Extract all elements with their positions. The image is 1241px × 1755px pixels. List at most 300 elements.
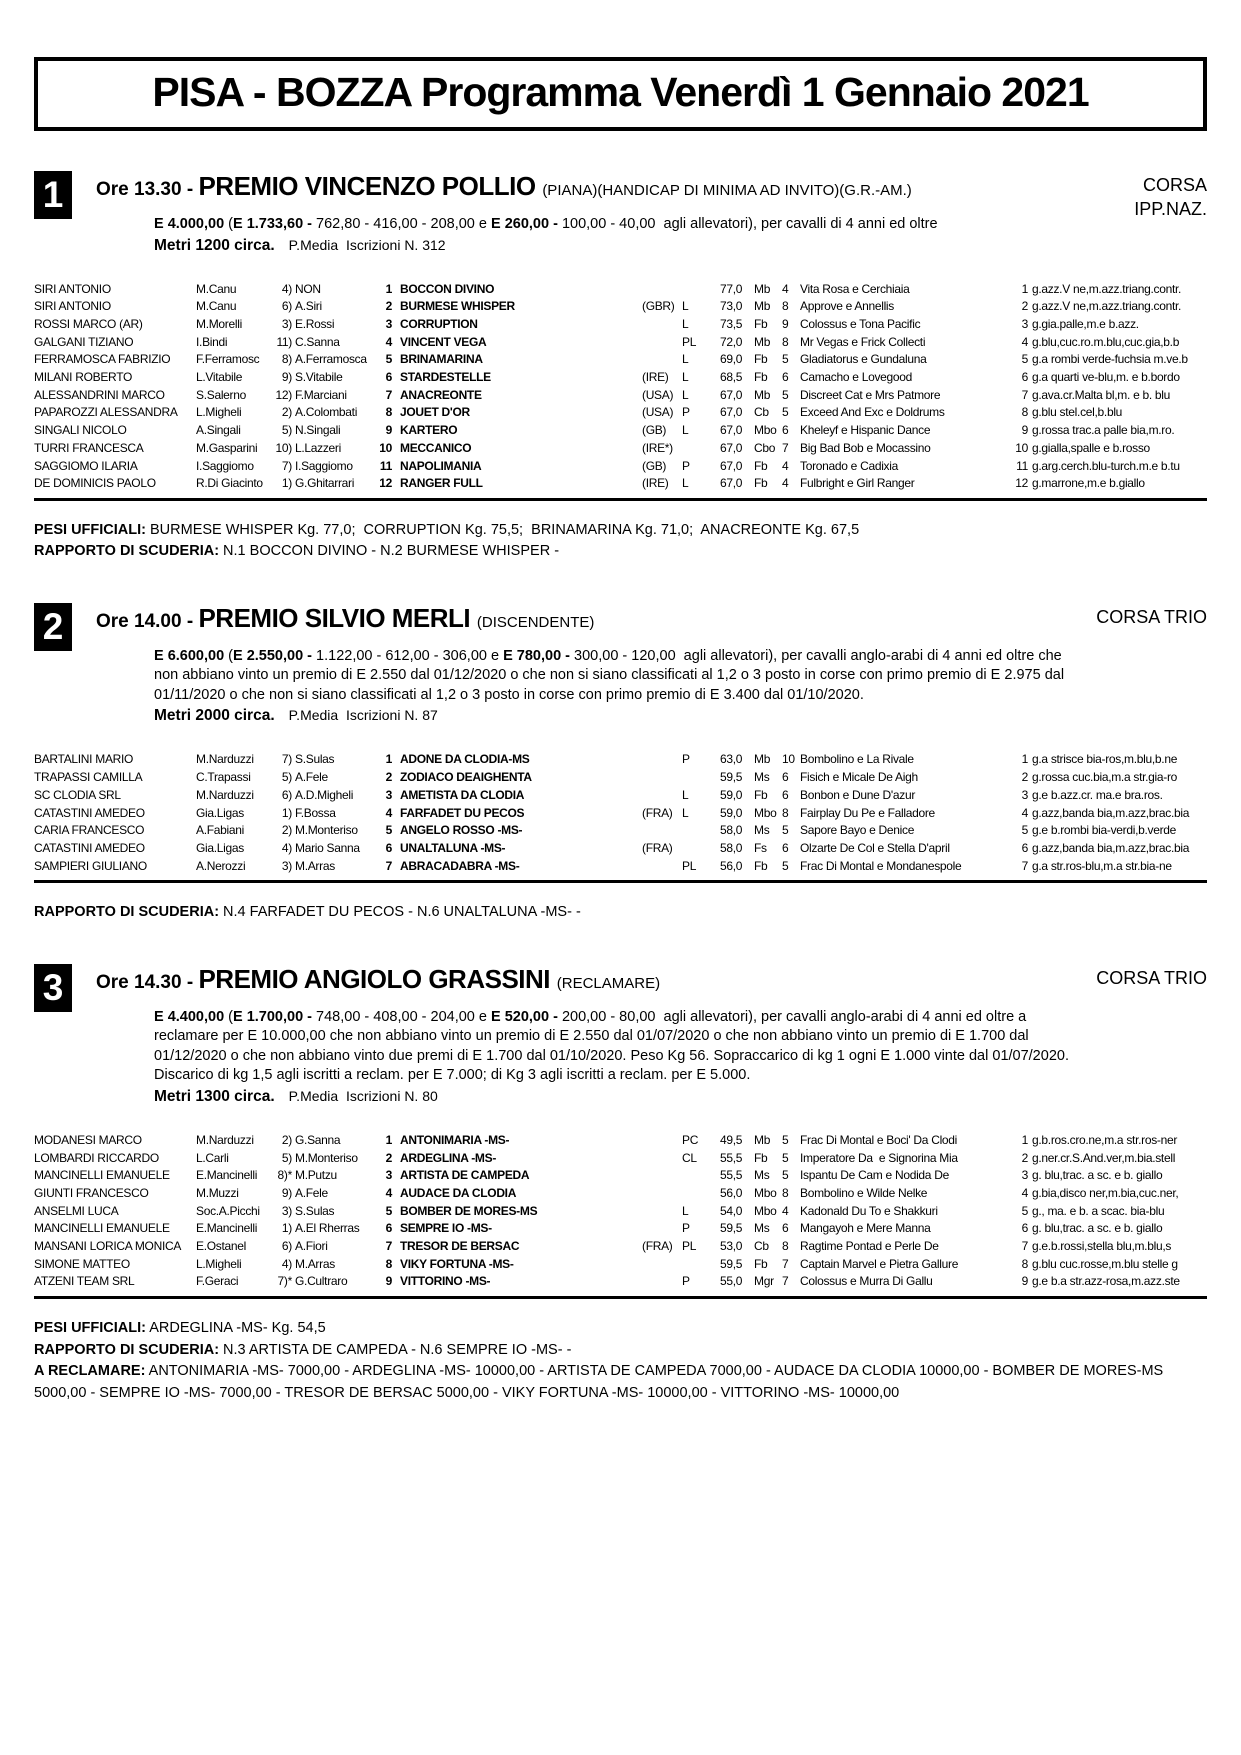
horse-number: 1 — [385, 752, 392, 767]
colors-number: 4 — [1021, 805, 1028, 820]
jockey-cell — [266, 1167, 374, 1185]
shoes-cell — [682, 281, 720, 299]
colors-description: g. blu,trac. a sc. e b. giallo — [1032, 1221, 1163, 1236]
race-section — [34, 603, 1207, 924]
colors-description: g.a str.ros-blu,m.a str.bia-ne — [1032, 858, 1172, 873]
footer-label: PESI UFFICIALI: — [34, 1320, 146, 1337]
country-cell — [642, 1132, 682, 1150]
horse-row — [34, 1150, 1207, 1168]
horse-number: 6 — [385, 370, 392, 385]
horse-number: 12 — [379, 476, 392, 491]
jockey-name: NON — [295, 281, 321, 296]
trainer-cell: S.Salerno — [196, 387, 246, 402]
race-distance-line — [96, 237, 1124, 255]
age-cell: 8 — [782, 1185, 789, 1200]
trainer-cell: M.Muzzi — [196, 1185, 239, 1200]
horse-row — [34, 751, 1207, 769]
weight-cell: 72,0 — [720, 334, 743, 349]
colors-description: g.a rombi verde-fuchsia m.ve.b — [1032, 352, 1188, 367]
age-cell: 9 — [782, 316, 789, 331]
horse-name: STARDESTELLE — [400, 370, 491, 385]
colors-description: g.e.b.rossi,stella blu,m.blu,s — [1032, 1239, 1172, 1254]
colors-description: g.bia,disco ner,m.bia,cuc.ner, — [1032, 1185, 1179, 1200]
horse-name: BURMESE WHISPER — [400, 299, 515, 314]
horse-name-cell — [374, 422, 642, 440]
weight-cell: 53,0 — [720, 1239, 743, 1254]
coat-cell: Mgr — [754, 1274, 774, 1289]
jockey-name: C.Sanna — [295, 334, 340, 349]
jockey-name: M.Arras — [295, 1256, 335, 1271]
jockey-number: 6) — [281, 299, 292, 314]
trainer-cell: I.Saggiomo — [196, 458, 254, 473]
coat-cell: Ms — [754, 823, 770, 838]
colors-cell — [1008, 1185, 1207, 1203]
owner-cell: SIRI ANTONIO — [34, 281, 111, 296]
horse-name: NAPOLIMANIA — [400, 458, 482, 473]
colors-cell — [1008, 1132, 1207, 1150]
race-title-line — [96, 603, 1086, 638]
owner-cell: MILANI ROBERTO — [34, 370, 133, 385]
owner-cell: DE DOMINICIS PAOLO — [34, 476, 156, 491]
pedigree-cell: Mr Vegas e Frick Collecti — [800, 334, 926, 349]
colors-number: 1 — [1021, 1132, 1028, 1147]
shoes-cell: L — [682, 805, 689, 820]
country-cell — [642, 1150, 682, 1168]
horse-name: VIKY FORTUNA -MS- — [400, 1256, 514, 1271]
colors-number: 7 — [1021, 1239, 1028, 1254]
owner-cell: GALGANI TIZIANO — [34, 334, 134, 349]
weight-cell: 59,5 — [720, 1221, 743, 1236]
horse-name: ANTONIMARIA -MS- — [400, 1132, 510, 1147]
trainer-cell: F.Geraci — [196, 1274, 239, 1289]
colors-number: 3 — [1021, 787, 1028, 802]
race-section — [34, 964, 1207, 1404]
trainer-cell: Soc.A.Picchi — [196, 1203, 260, 1218]
corsa-type-line: CORSA TRIO — [1096, 967, 1207, 988]
colors-cell — [1008, 422, 1207, 440]
colors-description: g.arg.cerch.blu-turch.m.e b.tu — [1032, 458, 1180, 473]
horse-name-cell — [374, 1273, 642, 1291]
horse-name-cell — [374, 334, 642, 352]
jockey-number: 2) — [281, 1132, 292, 1147]
colors-description: g.azz,banda bia,m.azz,brac.bia — [1032, 805, 1190, 820]
race-header-main — [96, 964, 1086, 1106]
footer-label: RAPPORTO DI SCUDERIA: — [34, 904, 220, 921]
horse-row — [34, 369, 1207, 387]
horse-name-cell — [374, 1185, 642, 1203]
owner-cell: ATZENI TEAM SRL — [34, 1274, 135, 1289]
colors-number: 1 — [1021, 752, 1028, 767]
shoes-cell: PC — [682, 1132, 699, 1147]
jockey-number: 6) — [281, 787, 292, 802]
jockey-number: 3) — [281, 316, 292, 331]
country-cell — [642, 1273, 682, 1291]
race-footer-line — [34, 541, 1207, 563]
coat-cell: Cbo — [754, 440, 776, 455]
horse-number: 2 — [385, 770, 392, 785]
horse-name: ADONE DA CLODIA-MS — [400, 752, 530, 767]
trainer-cell: L.Migheli — [196, 405, 242, 420]
colors-cell — [1008, 1273, 1207, 1291]
horse-row — [34, 334, 1207, 352]
weight-cell: 73,0 — [720, 299, 743, 314]
country-cell — [642, 822, 682, 840]
country-cell: (FRA) — [642, 1239, 673, 1254]
shoes-cell — [682, 769, 720, 787]
country-cell: (GB) — [642, 458, 667, 473]
jockey-name: S.Sulas — [295, 1203, 335, 1218]
colors-number: 3 — [1021, 1168, 1028, 1183]
country-cell — [642, 281, 682, 299]
horse-name-cell — [374, 1167, 642, 1185]
horse-number: 10 — [379, 440, 392, 455]
horse-name: UNALTALUNA -MS- — [400, 840, 506, 855]
conditions-segment: E 4.400,00 — [154, 1008, 225, 1025]
pedigree-cell: Gladiatorus e Gundaluna — [800, 352, 927, 367]
footer-text: N.3 ARTISTA DE CAMPEDA - N.6 SEMPRE IO -MS- - — [219, 1341, 572, 1358]
owner-cell: SAGGIOMO ILARIA — [34, 458, 138, 473]
owner-cell: PAPAROZZI ALESSANDRA — [34, 405, 178, 420]
colors-number: 2 — [1021, 770, 1028, 785]
pedigree-cell: Bombolino e La Rivale — [800, 752, 914, 767]
colors-cell — [1008, 822, 1207, 840]
horse-number: 5 — [385, 352, 392, 367]
horse-name: FARFADET DU PECOS — [400, 805, 525, 820]
colors-description: g.azz.V ne,m.azz.triang.contr. — [1032, 299, 1182, 314]
coat-cell: Fs — [754, 840, 767, 855]
pedigree-cell: Captain Marvel e Pietra Gallure — [800, 1256, 959, 1271]
race-distance-line — [96, 1088, 1086, 1106]
race-footer-line — [34, 1318, 1207, 1340]
pedigree-cell: Frac Di Montal e Boci' Da Clodi — [800, 1132, 958, 1147]
corsa-type-line: CORSA TRIO — [1096, 606, 1207, 627]
trainer-cell: M.Gasparini — [196, 440, 258, 455]
country-cell: (FRA) — [642, 805, 673, 820]
horse-name: ANACREONTE — [400, 387, 482, 402]
horse-number: 3 — [385, 316, 392, 331]
race-header-main — [96, 171, 1124, 255]
footer-label: RAPPORTO DI SCUDERIA: — [34, 1341, 220, 1358]
owner-cell: TRAPASSI CAMILLA — [34, 770, 143, 785]
horse-number: 7 — [385, 387, 392, 402]
horse-name-cell — [374, 822, 642, 840]
conditions-segment: 762,80 - 416,00 - 208,00 e — [312, 216, 491, 232]
horse-row — [34, 1185, 1207, 1203]
race-title: PREMIO VINCENZO POLLIO — [198, 171, 543, 201]
horse-name-cell — [374, 475, 642, 493]
age-cell: 5 — [782, 405, 789, 420]
pedigree-cell: Colossus e Tona Pacific — [800, 316, 921, 331]
jockey-name: F.Bossa — [295, 805, 336, 820]
jockey-number: 9) — [281, 1185, 292, 1200]
colors-description: g.b.ros.cro.ne,m.a str.ros-ner — [1032, 1132, 1178, 1147]
colors-number: 5 — [1021, 823, 1028, 838]
horse-name-cell — [374, 316, 642, 334]
jockey-name: A.D.Migheli — [295, 787, 354, 802]
owner-cell: FERRAMOSCA FABRIZIO — [34, 352, 171, 367]
jockey-number: 10) — [275, 440, 292, 455]
owner-cell: SIRI ANTONIO — [34, 299, 111, 314]
owner-cell: ANSELMI LUCA — [34, 1203, 119, 1218]
footer-text: BURMESE WHISPER Kg. 77,0; CORRUPTION Kg. 75,5; BRINAMARINA Kg. 71,0; ANACREONTE Kg. 67,5 — [145, 521, 860, 538]
coat-cell: Ms — [754, 770, 770, 785]
coat-cell: Fb — [754, 316, 768, 331]
jockey-name: L.Lazzeri — [295, 440, 341, 455]
jockey-cell — [266, 769, 374, 787]
colors-number: 7 — [1021, 387, 1028, 402]
colors-cell — [1008, 1167, 1207, 1185]
coat-cell: Fb — [754, 1150, 768, 1165]
race-header — [34, 171, 1207, 255]
conditions-segment: E 2.550,00 - — [233, 647, 313, 664]
race-number-badge: 3 — [34, 964, 72, 1012]
section-divider — [34, 1296, 1207, 1299]
owner-cell: SC CLODIA SRL — [34, 787, 121, 802]
jockey-cell — [266, 298, 374, 316]
owner-cell: GIUNTI FRANCESCO — [34, 1185, 149, 1200]
horse-row — [34, 769, 1207, 787]
horses-table — [34, 751, 1207, 875]
owner-cell: MODANESI MARCO — [34, 1132, 142, 1147]
owner-cell: LOMBARDI RICCARDO — [34, 1150, 159, 1165]
colors-number: 9 — [1021, 423, 1028, 438]
colors-description: g.blu stel.cel,b.blu — [1032, 405, 1123, 420]
colors-cell — [1008, 751, 1207, 769]
horse-row — [34, 404, 1207, 422]
jockey-cell — [266, 751, 374, 769]
pedigree-cell: Sapore Bayo e Denice — [800, 823, 915, 838]
pedigree-cell: Colossus e Murra Di Gallu — [800, 1274, 933, 1289]
coat-cell: Fb — [754, 1256, 768, 1271]
age-cell: 10 — [782, 752, 795, 767]
conditions-segment: E 1.700,00 - — [233, 1008, 313, 1025]
horse-row — [34, 787, 1207, 805]
horse-name-cell — [374, 858, 642, 876]
conditions-segment: 1.122,00 - 612,00 - 306,00 e — [312, 647, 504, 664]
shoes-cell — [682, 840, 720, 858]
jockey-number: 3) — [281, 858, 292, 873]
corsa-type-label — [1096, 605, 1207, 629]
horse-number: 7 — [385, 858, 392, 873]
jockey-name: A.El Rherras — [295, 1221, 360, 1236]
jockey-name: S.Vitabile — [295, 370, 343, 385]
coat-cell: Ms — [754, 1221, 770, 1236]
pedigree-cell: Ragtime Pontad e Perle De — [800, 1239, 939, 1254]
shoes-cell: L — [682, 1203, 689, 1218]
jockey-number: 4) — [281, 281, 292, 296]
owner-cell: MANSANI LORICA MONICA — [34, 1239, 182, 1254]
jockey-cell — [266, 1238, 374, 1256]
race-footer-line — [34, 1340, 1207, 1362]
age-cell: 6 — [782, 1221, 789, 1236]
weight-cell: 67,0 — [720, 440, 743, 455]
horse-name-cell — [374, 1220, 642, 1238]
jockey-number: 1) — [281, 805, 292, 820]
age-cell: 7 — [782, 1274, 789, 1289]
shoes-cell: P — [682, 1221, 690, 1236]
jockey-cell — [266, 369, 374, 387]
jockey-number: 7)* — [277, 1274, 292, 1289]
jockey-name: M.Monteriso — [295, 1150, 358, 1165]
coat-cell: Cb — [754, 405, 769, 420]
country-cell: (IRE) — [642, 370, 669, 385]
colors-number: 8 — [1021, 405, 1028, 420]
age-cell: 6 — [782, 770, 789, 785]
shoes-cell: PL — [682, 334, 697, 349]
coat-cell: Mbo — [754, 1185, 777, 1200]
colors-cell — [1008, 858, 1207, 876]
corsa-type-label — [1096, 966, 1207, 990]
trainer-cell: E.Mancinelli — [196, 1168, 258, 1183]
shoes-cell: L — [682, 299, 689, 314]
pedigree-cell: Vita Rosa e Cerchiaia — [800, 281, 910, 296]
jockey-cell — [266, 387, 374, 405]
race-title-line — [96, 964, 1086, 999]
race-conditions — [96, 1008, 1076, 1086]
colors-number: 8 — [1021, 1256, 1028, 1271]
weight-cell: 67,0 — [720, 476, 743, 491]
race-media-entries: P.Media Iscrizioni N. 80 — [288, 1087, 438, 1104]
colors-description: g.gia.palle,m.e b.azz. — [1032, 316, 1139, 331]
country-cell — [642, 1220, 682, 1238]
horse-name-cell — [374, 458, 642, 476]
horse-number: 8 — [385, 1256, 392, 1271]
shoes-cell: L — [682, 387, 689, 402]
age-cell: 5 — [782, 387, 789, 402]
race-header — [34, 603, 1207, 726]
country-cell — [642, 769, 682, 787]
conditions-segment: E 520,00 - — [491, 1008, 558, 1025]
age-cell: 5 — [782, 1150, 789, 1165]
horse-row — [34, 822, 1207, 840]
country-cell — [642, 751, 682, 769]
age-cell: 5 — [782, 823, 789, 838]
horse-number: 4 — [385, 1185, 392, 1200]
race-media-entries: P.Media Iscrizioni N. 87 — [288, 707, 438, 724]
age-cell: 8 — [782, 299, 789, 314]
colors-cell — [1008, 458, 1207, 476]
pedigree-cell: Fairplay Du Pe e Falladore — [800, 805, 935, 820]
horse-number: 3 — [385, 1168, 392, 1183]
horse-name-cell — [374, 369, 642, 387]
race-footer — [34, 1318, 1207, 1404]
coat-cell: Mbo — [754, 805, 777, 820]
conditions-segment: E 1.733,60 - — [233, 216, 313, 232]
corsa-type-line: CORSA — [1142, 175, 1207, 195]
colors-description: g.blu,cuc.ro.m.blu,cuc.gia,b.b — [1032, 334, 1180, 349]
horse-name: VITTORINO -MS- — [400, 1274, 491, 1289]
coat-cell: Mbo — [754, 1203, 777, 1218]
horse-number: 8 — [385, 405, 392, 420]
corsa-type-line: IPP.NAZ. — [1134, 199, 1207, 219]
shoes-cell: L — [682, 423, 689, 438]
race-footer-line — [34, 902, 1207, 924]
horse-number: 6 — [385, 840, 392, 855]
shoes-cell — [682, 1256, 720, 1274]
horse-number: 3 — [385, 787, 392, 802]
colors-number: 6 — [1021, 1221, 1028, 1236]
race-footer-line — [34, 520, 1207, 542]
race-qualifier: (RECLAMARE) — [556, 974, 661, 992]
horse-number: 4 — [385, 805, 392, 820]
country-cell — [642, 787, 682, 805]
coat-cell: Cb — [754, 1239, 769, 1254]
shoes-cell: L — [682, 370, 689, 385]
colors-description: g.ava.cr.Malta bl,m. e b. blu — [1032, 387, 1171, 402]
horse-number: 4 — [385, 334, 392, 349]
jockey-cell — [266, 351, 374, 369]
trainer-cell: L.Carli — [196, 1150, 229, 1165]
jockey-name: A.Fiori — [295, 1239, 328, 1254]
trainer-cell: Gia.Ligas — [196, 805, 244, 820]
shoes-cell — [682, 440, 720, 458]
horse-name-cell — [374, 1150, 642, 1168]
jockey-number: 7) — [281, 752, 292, 767]
horse-number: 9 — [385, 1274, 392, 1289]
pedigree-cell: Big Bad Bob e Mocassino — [800, 440, 931, 455]
race-conditions — [96, 215, 1076, 235]
horse-name: ANGELO ROSSO -MS- — [400, 823, 523, 838]
shoes-cell: CL — [682, 1150, 697, 1165]
jockey-cell — [266, 1185, 374, 1203]
horse-name: AUDACE DA CLODIA — [400, 1185, 517, 1200]
age-cell: 5 — [782, 1168, 789, 1183]
footer-label: PESI UFFICIALI: — [34, 521, 146, 538]
horse-name: CORRUPTION — [400, 316, 478, 331]
weight-cell: 56,0 — [720, 858, 743, 873]
weight-cell: 59,0 — [720, 787, 743, 802]
jockey-number: 7) — [281, 458, 292, 473]
jockey-name: E.Rossi — [295, 316, 335, 331]
country-cell: (IRE*) — [642, 440, 673, 455]
jockey-cell — [266, 805, 374, 823]
jockey-cell — [266, 1220, 374, 1238]
trainer-cell: C.Trapassi — [196, 770, 251, 785]
race-qualifier: (PIANA)(HANDICAP DI MINIMA AD INVITO)(G.R.-AM.) — [542, 182, 912, 199]
coat-cell: Mb — [754, 1132, 771, 1147]
horse-number: 5 — [385, 1203, 392, 1218]
colors-cell — [1008, 316, 1207, 334]
colors-cell — [1008, 769, 1207, 787]
age-cell: 4 — [782, 1203, 789, 1218]
race-distance-line — [96, 707, 1086, 725]
horse-row — [34, 422, 1207, 440]
age-cell: 6 — [782, 787, 789, 802]
horse-name: ZODIACO DEAIGHENTA — [400, 770, 532, 785]
pedigree-cell: Exceed And Exc e Doldrums — [800, 405, 945, 420]
colors-number: 4 — [1021, 334, 1028, 349]
country-cell — [642, 1167, 682, 1185]
coat-cell: Fb — [754, 787, 768, 802]
owner-cell: CARIA FRANCESCO — [34, 823, 145, 838]
trainer-cell: M.Narduzzi — [196, 787, 254, 802]
race-number-badge: 2 — [34, 603, 72, 651]
footer-text: ARDEGLINA -MS- Kg. 54,5 — [145, 1320, 326, 1337]
age-cell: 6 — [782, 370, 789, 385]
colors-cell — [1008, 1220, 1207, 1238]
jockey-cell — [266, 440, 374, 458]
jockey-cell — [266, 334, 374, 352]
country-cell: (USA) — [642, 387, 674, 402]
colors-description: g.e b.rombi bia-verdi,b.verde — [1032, 823, 1177, 838]
horse-row — [34, 1220, 1207, 1238]
footer-text: ANTONIMARIA -MS- 7000,00 - ARDEGLINA -MS- 10000,00 - ARTISTA DE CAMPEDA 7000,00 - AUDACE DA CLODIA 10000,00 - BOMBER DE MORES-MS 5000,00 - SEMPRE IO -MS- 7000,00 - TRESOR DE BERSAC 5000,00 - VIKY FORTUNA -MS- 10000,00 - VITTORINO -MS- 10000,00 — [34, 1363, 1168, 1401]
colors-number: 1 — [1021, 281, 1028, 296]
colors-description: g.azz.V ne,m.azz.triang.contr. — [1032, 281, 1182, 296]
race-footer — [34, 520, 1207, 563]
colors-number: 5 — [1021, 352, 1028, 367]
jockey-cell — [266, 1256, 374, 1274]
